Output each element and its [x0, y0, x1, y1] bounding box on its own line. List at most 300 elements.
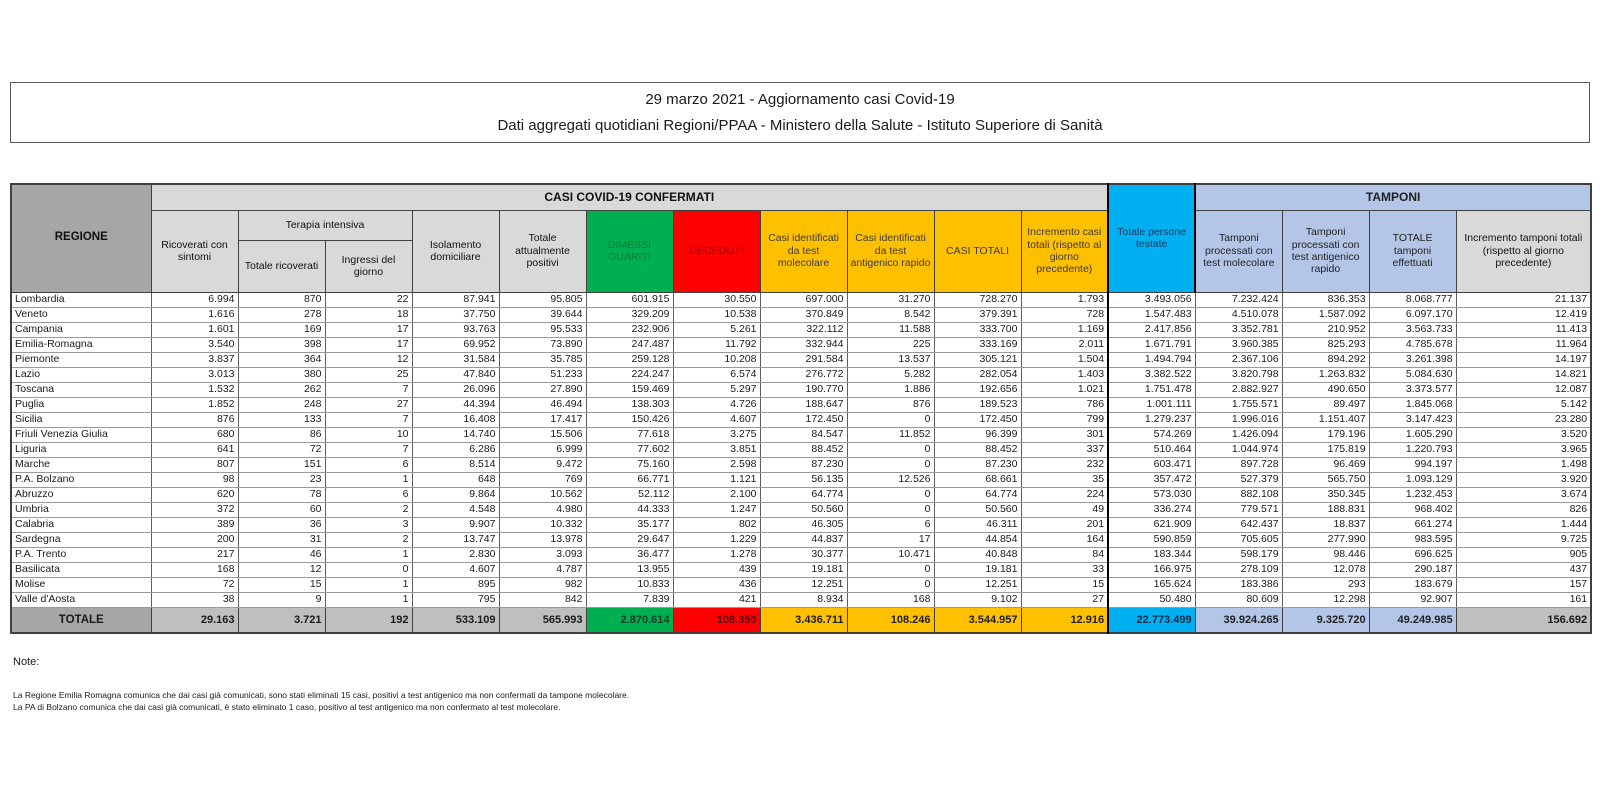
value-cell: 0	[847, 487, 934, 502]
region-cell: Lombardia	[11, 292, 151, 307]
total-value-cell: 9.325.720	[1282, 607, 1369, 633]
value-cell: 621.909	[1108, 517, 1195, 532]
value-cell: 192.656	[934, 382, 1021, 397]
value-cell: 164	[1021, 532, 1108, 547]
value-cell: 398	[238, 337, 325, 352]
value-cell: 1.793	[1021, 292, 1108, 307]
group-header-tamponi: TAMPONI	[1195, 184, 1591, 210]
total-value-cell: 156.692	[1456, 607, 1591, 633]
value-cell: 190.770	[760, 382, 847, 397]
value-cell: 77.602	[586, 442, 673, 457]
group-header-casi-confermati: CASI COVID-19 CONFERMATI	[151, 184, 1108, 210]
value-cell: 64.774	[760, 487, 847, 502]
table-row	[11, 322, 1591, 337]
region-cell: Umbria	[11, 502, 151, 517]
value-cell: 661.274	[1369, 517, 1456, 532]
value-cell: 9.472	[499, 457, 586, 472]
value-cell: 894.292	[1282, 352, 1369, 367]
region-cell: P.A. Bolzano	[11, 472, 151, 487]
value-cell: 1.247	[673, 502, 760, 517]
value-cell: 590.859	[1108, 532, 1195, 547]
value-cell: 224	[1021, 487, 1108, 502]
value-cell: 389	[151, 517, 238, 532]
value-cell: 372	[151, 502, 238, 517]
value-cell: 1.845.068	[1369, 397, 1456, 412]
value-cell: 95.533	[499, 322, 586, 337]
value-cell: 1.001.111	[1108, 397, 1195, 412]
value-cell: 17	[325, 322, 412, 337]
value-cell: 277.990	[1282, 532, 1369, 547]
value-cell: 4.607	[412, 562, 499, 577]
value-cell: 799	[1021, 412, 1108, 427]
value-cell: 168	[151, 562, 238, 577]
value-cell: 179.196	[1282, 427, 1369, 442]
value-cell: 380	[238, 367, 325, 382]
header-terapia-intensiva: Terapia intensiva	[238, 210, 412, 240]
region-cell: Lazio	[11, 367, 151, 382]
region-cell: Veneto	[11, 307, 151, 322]
value-cell: 87.230	[934, 457, 1021, 472]
value-cell: 37.750	[412, 307, 499, 322]
value-cell: 23	[238, 472, 325, 487]
value-cell: 17	[325, 337, 412, 352]
value-cell: 642.437	[1195, 517, 1282, 532]
region-cell: Sicilia	[11, 412, 151, 427]
value-cell: 210.952	[1282, 322, 1369, 337]
value-cell: 9	[238, 592, 325, 607]
value-cell: 29.647	[586, 532, 673, 547]
value-cell: 11.852	[847, 427, 934, 442]
value-cell: 95.805	[499, 292, 586, 307]
value-cell: 983.595	[1369, 532, 1456, 547]
header-tamponi-antigenico: Tamponi processati con test antigenico rapido	[1282, 210, 1369, 292]
value-cell: 247.487	[586, 337, 673, 352]
value-cell: 15	[238, 577, 325, 592]
region-cell: Emilia-Romagna	[11, 337, 151, 352]
value-cell: 12	[325, 352, 412, 367]
value-cell: 6.574	[673, 367, 760, 382]
value-cell: 4.548	[412, 502, 499, 517]
value-cell: 3.261.398	[1369, 352, 1456, 367]
value-cell: 3.674	[1456, 487, 1591, 502]
value-cell: 565.750	[1282, 472, 1369, 487]
table-row	[11, 427, 1591, 442]
value-cell: 437	[1456, 562, 1591, 577]
total-value-cell: 39.924.265	[1195, 607, 1282, 633]
value-cell: 968.402	[1369, 502, 1456, 517]
total-value-cell: 49.249.985	[1369, 607, 1456, 633]
value-cell: 1.504	[1021, 352, 1108, 367]
value-cell: 336.274	[1108, 502, 1195, 517]
value-cell: 0	[325, 562, 412, 577]
value-cell: 80.609	[1195, 592, 1282, 607]
value-cell: 603.471	[1108, 457, 1195, 472]
value-cell: 4.785.678	[1369, 337, 1456, 352]
value-cell: 439	[673, 562, 760, 577]
value-cell: 7	[325, 442, 412, 457]
value-cell: 183.386	[1195, 577, 1282, 592]
value-cell: 1.093.129	[1369, 472, 1456, 487]
value-cell: 1.605.290	[1369, 427, 1456, 442]
value-cell: 1	[325, 577, 412, 592]
value-cell: 4.510.078	[1195, 307, 1282, 322]
value-cell: 50.560	[760, 502, 847, 517]
value-cell: 9.907	[412, 517, 499, 532]
region-cell: Basilicata	[11, 562, 151, 577]
header-deceduti: DECEDUTI	[673, 210, 760, 292]
value-cell: 39.644	[499, 307, 586, 322]
covid-table-wrapper	[10, 183, 1592, 634]
table-row	[11, 292, 1591, 307]
value-cell: 9.725	[1456, 532, 1591, 547]
value-cell: 421	[673, 592, 760, 607]
region-cell: Marche	[11, 457, 151, 472]
value-cell: 49	[1021, 502, 1108, 517]
value-cell: 3	[325, 517, 412, 532]
table-body	[11, 292, 1591, 607]
total-row	[11, 607, 1591, 633]
table-row	[11, 382, 1591, 397]
value-cell: 150.426	[586, 412, 673, 427]
value-cell: 802	[673, 517, 760, 532]
value-cell: 1.616	[151, 307, 238, 322]
table-row	[11, 562, 1591, 577]
value-cell: 333.700	[934, 322, 1021, 337]
value-cell: 98.446	[1282, 547, 1369, 562]
value-cell: 19.181	[760, 562, 847, 577]
table-row	[11, 472, 1591, 487]
value-cell: 836.353	[1282, 292, 1369, 307]
value-cell: 13.955	[586, 562, 673, 577]
value-cell: 332.944	[760, 337, 847, 352]
value-cell: 68.661	[934, 472, 1021, 487]
value-cell: 1.498	[1456, 457, 1591, 472]
header-ti-totale: Totale ricoverati	[238, 240, 325, 292]
value-cell: 870	[238, 292, 325, 307]
value-cell: 3.382.522	[1108, 367, 1195, 382]
value-cell: 73.890	[499, 337, 586, 352]
value-cell: 166.975	[1108, 562, 1195, 577]
value-cell: 31	[238, 532, 325, 547]
value-cell: 84	[1021, 547, 1108, 562]
value-cell: 994.197	[1369, 457, 1456, 472]
value-cell: 882.108	[1195, 487, 1282, 502]
value-cell: 12.526	[847, 472, 934, 487]
value-cell: 696.625	[1369, 547, 1456, 562]
value-cell: 333.169	[934, 337, 1021, 352]
value-cell: 278.109	[1195, 562, 1282, 577]
value-cell: 2.830	[412, 547, 499, 562]
table-row	[11, 592, 1591, 607]
value-cell: 14.740	[412, 427, 499, 442]
value-cell: 72	[238, 442, 325, 457]
value-cell: 842	[499, 592, 586, 607]
value-cell: 6	[847, 517, 934, 532]
value-cell: 14.197	[1456, 352, 1591, 367]
value-cell: 1.151.407	[1282, 412, 1369, 427]
value-cell: 305.121	[934, 352, 1021, 367]
title-line-2: Dati aggregati quotidiani Regioni/PPAA - Ministero della Salute - Istituto Superiore di Sanità	[497, 116, 1103, 134]
value-cell: 44.854	[934, 532, 1021, 547]
value-cell: 357.472	[1108, 472, 1195, 487]
total-value-cell: 12.916	[1021, 607, 1108, 633]
region-cell: Molise	[11, 577, 151, 592]
value-cell: 36.477	[586, 547, 673, 562]
value-cell: 75.160	[586, 457, 673, 472]
value-cell: 19.181	[934, 562, 1021, 577]
value-cell: 259.128	[586, 352, 673, 367]
value-cell: 3.965	[1456, 442, 1591, 457]
value-cell: 92.907	[1369, 592, 1456, 607]
value-cell: 278	[238, 307, 325, 322]
total-value-cell: 108.246	[847, 607, 934, 633]
value-cell: 3.013	[151, 367, 238, 382]
value-cell: 1.886	[847, 382, 934, 397]
value-cell: 1.671.791	[1108, 337, 1195, 352]
value-cell: 25	[325, 367, 412, 382]
value-cell: 46	[238, 547, 325, 562]
value-cell: 0	[847, 442, 934, 457]
value-cell: 10.833	[586, 577, 673, 592]
region-cell: P.A. Trento	[11, 547, 151, 562]
value-cell: 574.269	[1108, 427, 1195, 442]
value-cell: 10	[325, 427, 412, 442]
region-cell: Liguria	[11, 442, 151, 457]
value-cell: 648	[412, 472, 499, 487]
value-cell: 786	[1021, 397, 1108, 412]
value-cell: 60	[238, 502, 325, 517]
value-cell: 1.229	[673, 532, 760, 547]
value-cell: 379.391	[934, 307, 1021, 322]
table-row	[11, 352, 1591, 367]
value-cell: 1.278	[673, 547, 760, 562]
value-cell: 1	[325, 592, 412, 607]
value-cell: 98	[151, 472, 238, 487]
value-cell: 3.093	[499, 547, 586, 562]
value-cell: 12.087	[1456, 382, 1591, 397]
value-cell: 6.286	[412, 442, 499, 457]
value-cell: 26.096	[412, 382, 499, 397]
value-cell: 807	[151, 457, 238, 472]
value-cell: 7.839	[586, 592, 673, 607]
value-cell: 17	[847, 532, 934, 547]
value-cell: 169	[238, 322, 325, 337]
value-cell: 895	[412, 577, 499, 592]
total-value-cell: 3.436.711	[760, 607, 847, 633]
value-cell: 16.408	[412, 412, 499, 427]
value-cell: 88.452	[934, 442, 1021, 457]
value-cell: 17.417	[499, 412, 586, 427]
table-row	[11, 517, 1591, 532]
value-cell: 12.298	[1282, 592, 1369, 607]
notes-title: Note:	[13, 656, 40, 668]
value-cell: 11.588	[847, 322, 934, 337]
value-cell: 47.840	[412, 367, 499, 382]
header-ricoverati: Ricoverati con sintomi	[151, 210, 238, 292]
value-cell: 1.044.974	[1195, 442, 1282, 457]
value-cell: 5.084.630	[1369, 367, 1456, 382]
table-row	[11, 457, 1591, 472]
value-cell: 23.280	[1456, 412, 1591, 427]
title-box	[10, 82, 1590, 143]
value-cell: 217	[151, 547, 238, 562]
value-cell: 12.251	[934, 577, 1021, 592]
value-cell: 364	[238, 352, 325, 367]
value-cell: 12.419	[1456, 307, 1591, 322]
value-cell: 1.426.094	[1195, 427, 1282, 442]
value-cell: 7	[325, 412, 412, 427]
value-cell: 290.187	[1369, 562, 1456, 577]
value-cell: 1.587.092	[1282, 307, 1369, 322]
value-cell: 825.293	[1282, 337, 1369, 352]
value-cell: 35.177	[586, 517, 673, 532]
value-cell: 69.952	[412, 337, 499, 352]
value-cell: 3.837	[151, 352, 238, 367]
value-cell: 86	[238, 427, 325, 442]
region-cell: Puglia	[11, 397, 151, 412]
value-cell: 78	[238, 487, 325, 502]
value-cell: 905	[1456, 547, 1591, 562]
value-cell: 66.771	[586, 472, 673, 487]
value-cell: 897.728	[1195, 457, 1282, 472]
value-cell: 1	[325, 472, 412, 487]
value-cell: 133	[238, 412, 325, 427]
value-cell: 1.279.237	[1108, 412, 1195, 427]
header-tamponi-molecolare: Tamponi processati con test molecolare	[1195, 210, 1282, 292]
value-cell: 598.179	[1195, 547, 1282, 562]
value-cell: 1.494.794	[1108, 352, 1195, 367]
value-cell: 3.147.423	[1369, 412, 1456, 427]
value-cell: 0	[847, 457, 934, 472]
value-cell: 1.232.453	[1369, 487, 1456, 502]
value-cell: 2.011	[1021, 337, 1108, 352]
value-cell: 7.232.424	[1195, 292, 1282, 307]
value-cell: 3.493.056	[1108, 292, 1195, 307]
value-cell: 46.305	[760, 517, 847, 532]
value-cell: 30.550	[673, 292, 760, 307]
value-cell: 779.571	[1195, 502, 1282, 517]
value-cell: 33	[1021, 562, 1108, 577]
value-cell: 3.520	[1456, 427, 1591, 442]
value-cell: 705.605	[1195, 532, 1282, 547]
value-cell: 188.647	[760, 397, 847, 412]
value-cell: 40.848	[934, 547, 1021, 562]
value-cell: 6.994	[151, 292, 238, 307]
value-cell: 232	[1021, 457, 1108, 472]
total-value-cell: 533.109	[412, 607, 499, 633]
value-cell: 248	[238, 397, 325, 412]
value-cell: 282.054	[934, 367, 1021, 382]
value-cell: 200	[151, 532, 238, 547]
header-casi-antigenico: Casi identificati da test antigenico rapido	[847, 210, 934, 292]
value-cell: 5.261	[673, 322, 760, 337]
total-value-cell: 2.870.614	[586, 607, 673, 633]
value-cell: 38	[151, 592, 238, 607]
value-cell: 188.831	[1282, 502, 1369, 517]
value-cell: 88.452	[760, 442, 847, 457]
value-cell: 728.270	[934, 292, 1021, 307]
total-label: TOTALE	[11, 607, 151, 633]
region-cell: Abruzzo	[11, 487, 151, 502]
value-cell: 769	[499, 472, 586, 487]
value-cell: 795	[412, 592, 499, 607]
table-row	[11, 577, 1591, 592]
region-cell: Toscana	[11, 382, 151, 397]
value-cell: 601.915	[586, 292, 673, 307]
value-cell: 1.547.483	[1108, 307, 1195, 322]
header-incremento-tamponi: Incremento tamponi totali (rispetto al giorno precedente)	[1456, 210, 1591, 292]
value-cell: 15	[1021, 577, 1108, 592]
value-cell: 510.464	[1108, 442, 1195, 457]
value-cell: 0	[847, 577, 934, 592]
region-cell: Valle d'Aosta	[11, 592, 151, 607]
header-incremento-casi: Incremento casi totali (rispetto al giorno precedente)	[1021, 210, 1108, 292]
value-cell: 27	[1021, 592, 1108, 607]
value-cell: 826	[1456, 502, 1591, 517]
value-cell: 183.344	[1108, 547, 1195, 562]
value-cell: 10.562	[499, 487, 586, 502]
value-cell: 159.469	[586, 382, 673, 397]
value-cell: 2.598	[673, 457, 760, 472]
value-cell: 18.837	[1282, 517, 1369, 532]
value-cell: 12.078	[1282, 562, 1369, 577]
value-cell: 13.978	[499, 532, 586, 547]
table-row	[11, 547, 1591, 562]
header-persone-testate: Totale persone testate	[1108, 184, 1195, 292]
value-cell: 15.506	[499, 427, 586, 442]
value-cell: 44.333	[586, 502, 673, 517]
table-row	[11, 367, 1591, 382]
value-cell: 5.142	[1456, 397, 1591, 412]
value-cell: 224.247	[586, 367, 673, 382]
value-cell: 1.751.478	[1108, 382, 1195, 397]
value-cell: 30.377	[760, 547, 847, 562]
value-cell: 641	[151, 442, 238, 457]
value-cell: 1.263.832	[1282, 367, 1369, 382]
value-cell: 350.345	[1282, 487, 1369, 502]
header-regione: REGIONE	[11, 184, 151, 292]
notes-section	[13, 656, 629, 713]
region-cell: Sardegna	[11, 532, 151, 547]
value-cell: 490.650	[1282, 382, 1369, 397]
value-cell: 8.514	[412, 457, 499, 472]
table-row	[11, 532, 1591, 547]
value-cell: 151	[238, 457, 325, 472]
value-cell: 1.755.571	[1195, 397, 1282, 412]
value-cell: 50.560	[934, 502, 1021, 517]
region-cell: Piemonte	[11, 352, 151, 367]
value-cell: 31.270	[847, 292, 934, 307]
value-cell: 0	[847, 502, 934, 517]
value-cell: 11.413	[1456, 322, 1591, 337]
value-cell: 50.480	[1108, 592, 1195, 607]
value-cell: 3.352.781	[1195, 322, 1282, 337]
header-ti-ingressi: Ingressi del giorno	[325, 240, 412, 292]
value-cell: 276.772	[760, 367, 847, 382]
value-cell: 3.960.385	[1195, 337, 1282, 352]
value-cell: 3.920	[1456, 472, 1591, 487]
value-cell: 527.379	[1195, 472, 1282, 487]
value-cell: 728	[1021, 307, 1108, 322]
value-cell: 1.220.793	[1369, 442, 1456, 457]
value-cell: 1.996.016	[1195, 412, 1282, 427]
value-cell: 4.787	[499, 562, 586, 577]
value-cell: 0	[847, 412, 934, 427]
value-cell: 36	[238, 517, 325, 532]
value-cell: 12	[238, 562, 325, 577]
value-cell: 27	[325, 397, 412, 412]
value-cell: 138.303	[586, 397, 673, 412]
